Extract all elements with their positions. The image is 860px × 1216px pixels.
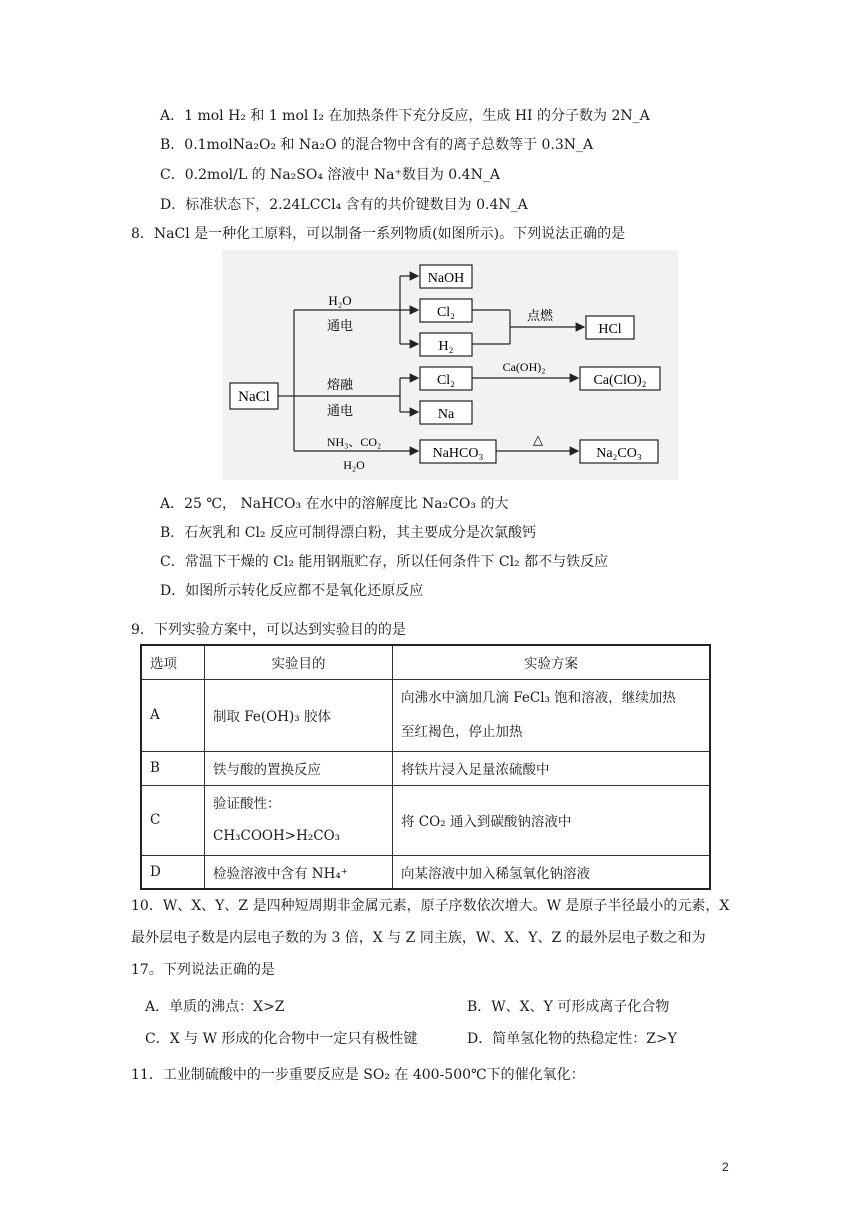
row-d-purpose: 检验溶液中含有 NH₄⁺ <box>205 855 393 889</box>
row-d-plan: 向某溶液中加入稀氢氧化钠溶液 <box>393 855 711 889</box>
q10-stem: 10．W、X、Y、Z 是四种短周期非金属元素，原子序数依次增大。W 是原子半径最小的元素，X 最外层电子数是内层电子数的为 3 倍，X 与 Z 同主族，W、X、Y、Z 的最外层电子数之和为 17。下列说法正确的是 <box>131 898 730 978</box>
table-header-row <box>141 645 710 679</box>
branch3-cond-top: NH₃、CO₂ <box>326 435 382 449</box>
q10-option-b: B．W、X、Y 可形成离子化合物 <box>467 999 670 1015</box>
h2-label: H₂ <box>438 339 454 354</box>
nacl-reaction-diagram <box>222 250 678 480</box>
row-a-option: A <box>141 679 205 751</box>
q10-option-d: D．简单氢化物的热稳定性：Z>Y <box>467 1031 677 1047</box>
cl2-label-a: Cl₂ <box>436 305 456 320</box>
table-row <box>141 679 710 751</box>
cl2-label-b: Cl₂ <box>436 373 456 388</box>
row-d-option: D <box>141 855 205 889</box>
header-option: 选项 <box>141 645 205 679</box>
naoh-label: NaOH <box>427 271 465 286</box>
heat-label: △ <box>533 432 543 447</box>
q8-option-b: B．石灰乳和 Cl₂ 反应可制得漂白粉，其主要成分是次氯酸钙 <box>160 525 536 541</box>
q8-option-a: A．25 ℃， NaHCO₃ 在水中的溶解度比 Na₂CO₃ 的大 <box>160 496 509 512</box>
caclo2-label: Ca(ClO)₂ <box>593 373 647 388</box>
q10-option-c: C．X 与 W 形成的化合物中一定只有极性键 <box>145 1031 418 1047</box>
q7-option-c: C．0.2mol/L 的 Na₂SO₄ 溶液中 Na⁺数目为 0.4N_A <box>160 167 500 183</box>
q9-table <box>140 644 711 890</box>
q7-option-d: D．标准状态下，2.24LCCl₄ 含有的共价键数目为 0.4N_A <box>160 197 528 213</box>
q11-stem: 11．工业制硫酸中的一步重要反应是 SO₂ 在 400-500℃下的催化氧化： <box>131 1067 585 1083</box>
table-row <box>141 751 710 785</box>
q8-option-d: D．如图所示转化反应都不是氧化还原反应 <box>160 583 424 599</box>
q7-option-b: B．0.1molNa₂O₂ 和 Na₂O 的混合物中含有的离子总数等于 0.3N_A <box>160 137 594 153</box>
q7-option-a: A．1 mol H₂ 和 1 mol I₂ 在加热条件下充分反应，生成 HI 的分子数为 2N_A <box>160 108 650 124</box>
na-label: Na <box>437 407 455 422</box>
branch2-cond-top: 熔融 <box>326 377 354 392</box>
row-c-purpose-line2: CH₃COOH>H₂CO₃ <box>213 828 341 844</box>
branch1-cond-top: H₂O <box>328 293 352 308</box>
ignite-label: 点燃 <box>526 308 554 323</box>
row-c-purpose-line1: 验证酸性： <box>213 796 281 812</box>
row-c-plan: 将 CO₂ 通入到碳酸钠溶液中 <box>393 785 711 855</box>
nacl-label: NaCl <box>238 389 270 405</box>
header-plan: 实验方案 <box>393 645 711 679</box>
row-b-plan: 将铁片浸入足量浓硫酸中 <box>393 751 711 785</box>
table-row <box>141 785 710 855</box>
hcl-label: HCl <box>598 322 622 337</box>
caoh2-label: Ca(OH)₂ <box>502 360 546 374</box>
row-c-purpose <box>205 785 393 855</box>
row-a-purpose: 制取 Fe(OH)₃ 胶体 <box>205 679 393 751</box>
branch3-cond-bottom: H₂O <box>343 458 365 472</box>
row-b-purpose: 铁与酸的置换反应 <box>205 751 393 785</box>
header-purpose: 实验目的 <box>205 645 393 679</box>
na2co3-label: Na₂CO₃ <box>596 446 642 461</box>
row-c-option: C <box>141 785 205 855</box>
page-number: 2 <box>722 1160 729 1174</box>
row-b-option: B <box>141 751 205 785</box>
branch2-cond-bottom: 通电 <box>326 403 354 418</box>
row-a-plan-line2: 至红褐色，停止加热 <box>401 724 523 740</box>
q10-option-a: A．单质的沸点：X>Z <box>145 999 285 1015</box>
row-a-plan <box>393 679 711 751</box>
table-row <box>141 855 710 889</box>
nahco3-label: NaHCO₃ <box>432 446 484 461</box>
q8-stem: 8．NaCl 是一种化工原料，可以制备一系列物质(如图所示)。下列说法正确的是 <box>131 226 626 242</box>
q8-option-c: C．常温下干燥的 Cl₂ 能用钢瓶贮存，所以任何条件下 Cl₂ 都不与铁反应 <box>160 554 609 570</box>
q9-stem: 9．下列实验方案中，可以达到实验目的的是 <box>131 622 406 638</box>
branch1-cond-bottom: 通电 <box>326 318 354 333</box>
row-a-plan-line1: 向沸水中滴加几滴 FeCl₃ 饱和溶液，继续加热 <box>401 690 676 706</box>
